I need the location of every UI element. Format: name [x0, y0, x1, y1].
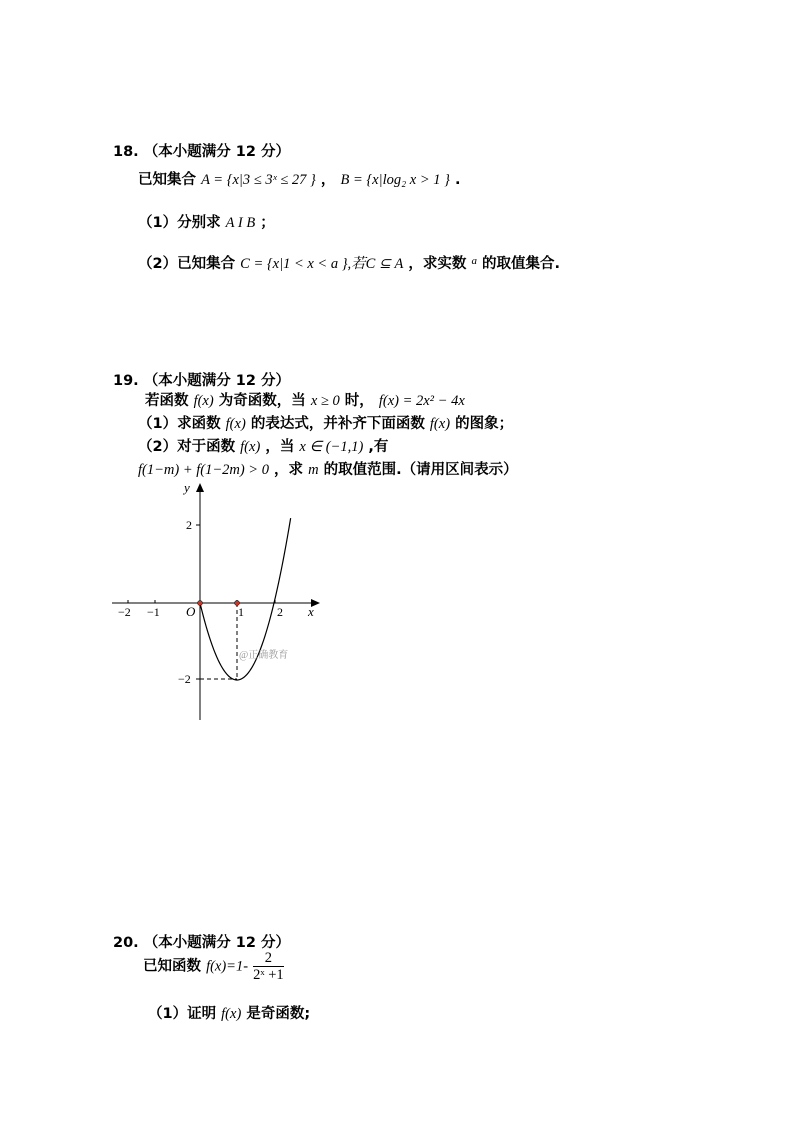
function-graph: [100, 478, 330, 728]
q20-part1: [148, 1002, 310, 1023]
q18-separator: ，: [320, 172, 336, 188]
q20-line1: [143, 950, 284, 983]
q20-part1-b: 是奇函数;: [246, 1006, 311, 1022]
y-tick-label-neg2: −2: [178, 672, 191, 686]
q19-heading: [113, 369, 290, 390]
q19-inequality: f(1−m) + f(1−2m) > 0: [138, 462, 269, 478]
y-axis-label: y: [184, 480, 190, 495]
q19-part1: [138, 412, 513, 433]
q19-part2-a: （2）对于函数: [138, 439, 236, 455]
q19-part1-c: 的图象；: [455, 416, 514, 432]
q18-part2-set: C = {x|1 < x < a },若C ⊆ A: [240, 256, 404, 272]
q19-header: （本小题满分 12 分）: [143, 373, 291, 389]
q19-text-a: 若函数: [145, 393, 189, 409]
q20-fraction-denominator: 2ˣ +1: [253, 967, 284, 983]
origin-point: [198, 601, 203, 606]
q20-part1-a: （1）证明: [148, 1006, 217, 1022]
q19-inequality-line: [138, 458, 518, 479]
q18-heading: [113, 140, 290, 161]
q18-number: 18.: [113, 144, 139, 160]
q19-definition: f(x) = 2x² − 4x: [378, 393, 465, 409]
q18-part1: [138, 211, 275, 232]
q20-given-text: 已知函数: [143, 958, 201, 975]
q18-part2-var: a: [471, 255, 477, 267]
q19-line1: [145, 389, 465, 410]
q19-text-c: 时，: [344, 393, 374, 409]
q18-set-a: A = {x|3 ≤ 3ˣ ≤ 27 }: [201, 172, 316, 188]
q18-set-b: B = {x|log₂ x > 1 }: [340, 172, 450, 188]
q18-given-text: 已知集合: [138, 172, 196, 188]
x-axis-label: x: [308, 604, 314, 619]
q20-header: （本小题满分 12 分）: [143, 935, 291, 951]
q18-part2-end: 的取值集合.: [482, 256, 561, 272]
q19-fx: f(x): [193, 393, 214, 409]
q18-period: .: [455, 172, 461, 188]
q20-function-lhs: f(x)=1-: [206, 958, 249, 975]
q19-part1-b: 的表达式，并补齐下面函数: [250, 416, 425, 432]
q20-part1-fx: f(x): [221, 1006, 242, 1022]
q19-part2-c: ,有: [368, 439, 389, 455]
q19-text-b: 为奇函数，当: [218, 393, 306, 409]
q20-heading: [113, 931, 290, 952]
q19-ineq-text: ，求: [274, 462, 304, 478]
q18-part1-end: ；: [260, 215, 275, 231]
q19-condition: x ≥ 0: [310, 393, 340, 409]
x-tick-label-neg1: −1: [147, 605, 160, 619]
q18-part2-label: （2）已知集合: [138, 256, 236, 272]
q19-ineq-var: m: [308, 462, 319, 478]
q19-part1-a: （1）求函数: [138, 416, 221, 432]
x-tick-label-2: 2: [277, 605, 283, 619]
q18-part2: [138, 252, 560, 273]
q18-header: （本小题满分 12 分）: [143, 144, 291, 160]
y-tick-label-2: 2: [186, 518, 192, 532]
q19-part2-domain: x ∈ (−1,1): [299, 439, 364, 455]
q20-fraction-numerator: 2: [253, 950, 284, 967]
q19-part2-b: ，当: [265, 439, 295, 455]
q19-part2-fx: f(x): [240, 439, 261, 455]
q19-part1-fx1: f(x): [225, 416, 246, 432]
q18-line1: [138, 168, 461, 189]
y-axis-arrow: [196, 483, 204, 492]
q20-number: 20.: [113, 935, 139, 951]
q20-fraction: [253, 950, 284, 983]
q19-ineq-end: 的取值范围.（请用区间表示）: [323, 462, 518, 478]
q18-part1-expr: A I B: [225, 215, 256, 231]
x-tick-label-1: 1: [238, 605, 244, 619]
q19-part1-fx2: f(x): [429, 416, 451, 432]
q19-part2: [138, 435, 388, 456]
watermark: @正确教育: [239, 650, 289, 661]
q18-part1-label: （1）分别求: [138, 215, 221, 231]
q18-part2-text: ，求实数: [408, 256, 467, 272]
q19-number: 19.: [113, 373, 139, 389]
origin-label: O: [186, 604, 196, 619]
x-tick-label-neg2: −2: [118, 605, 131, 619]
